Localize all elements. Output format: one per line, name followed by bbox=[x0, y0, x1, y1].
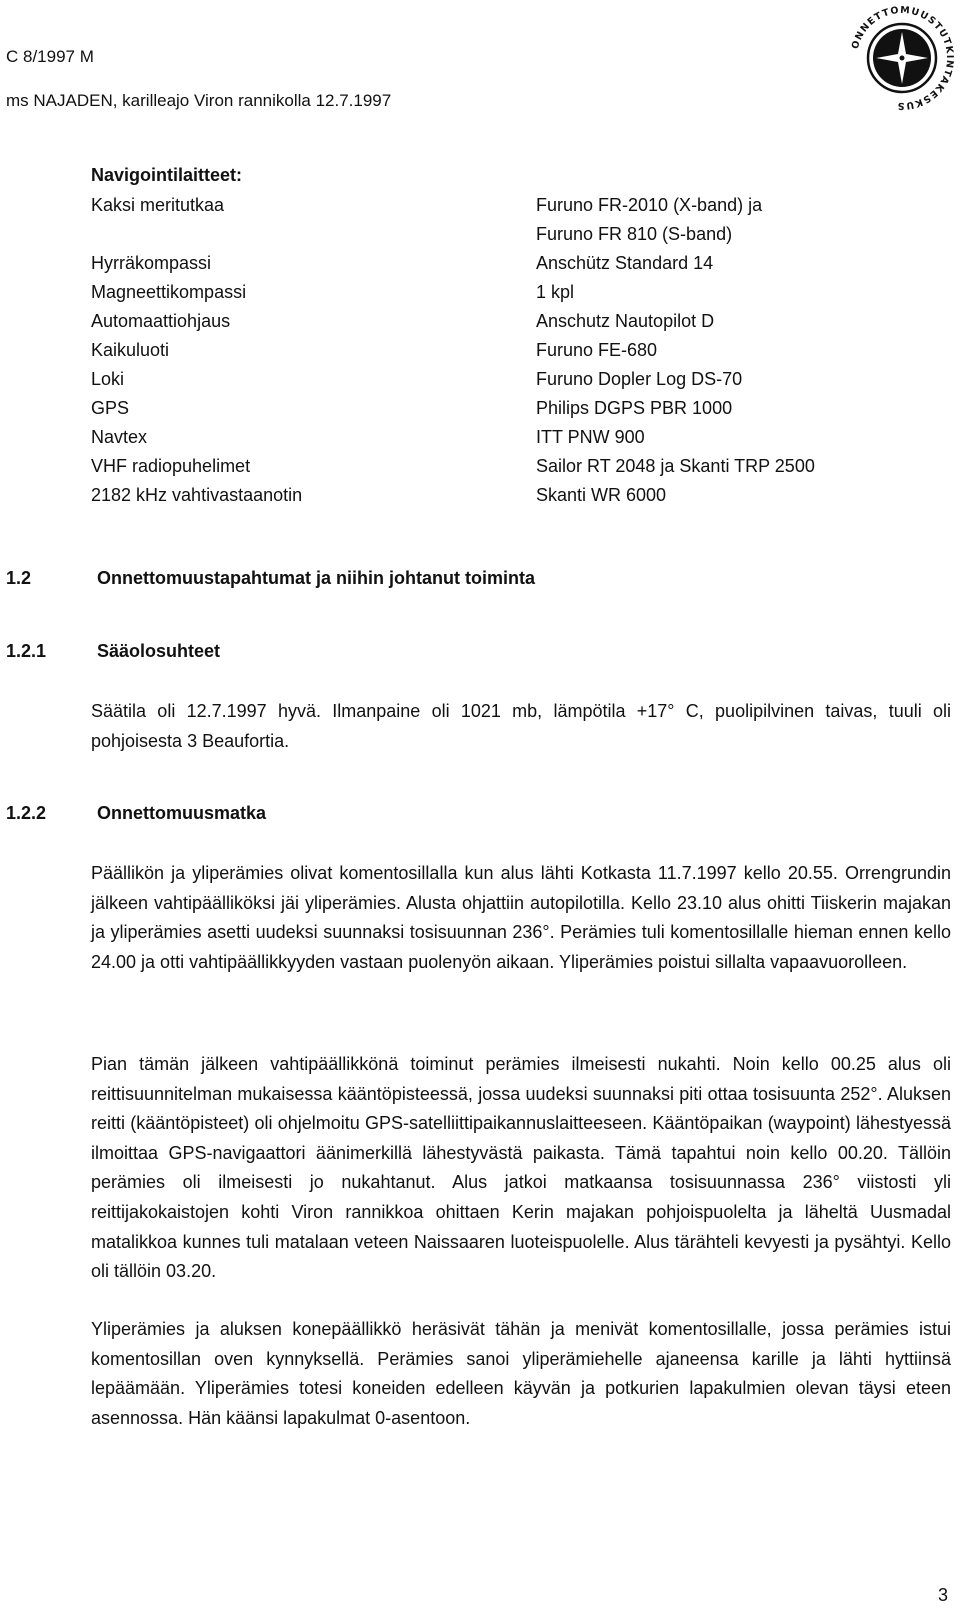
equipment-value: Anschütz Standard 14 bbox=[536, 253, 714, 273]
equipment-name: 2182 kHz vahtivastaanotin bbox=[91, 485, 303, 505]
equipment-name: GPS bbox=[91, 398, 130, 418]
equipment-name: Navtex bbox=[91, 427, 148, 447]
equipment-value: Skanti WR 6000 bbox=[536, 485, 667, 505]
document-subtitle: ms NAJADEN, karilleajo Viron rannikolla 12.7.1997 bbox=[6, 91, 392, 110]
equipment-value: Furuno FE-680 bbox=[536, 340, 658, 360]
agency-seal-logo bbox=[846, 2, 958, 114]
equipment-name: Automaattiohjaus bbox=[91, 311, 231, 331]
weather-paragraph: Säätila oli 12.7.1997 hyvä. Ilmanpaine oli 1021 mb, lämpötila +17° C, puolipilvinen taivas, tuuli oli pohjoisesta 3 Beaufortia. bbox=[91, 701, 951, 751]
document-code: C 8/1997 M bbox=[6, 47, 94, 66]
section-number: 1.2.1 bbox=[6, 641, 47, 661]
section-title: Onnettomuustapahtumat ja niihin johtanut toiminta bbox=[97, 568, 535, 588]
equipment-title: Navigointilaitteet: bbox=[91, 165, 243, 185]
section-title: Onnettomuusmatka bbox=[97, 803, 267, 823]
equipment-value: Furuno FR 810 (S-band) bbox=[536, 224, 733, 244]
section-title: Sääolosuhteet bbox=[97, 641, 221, 661]
equipment-value: Furuno Dopler Log DS-70 bbox=[536, 369, 743, 389]
section-number: 1.2.2 bbox=[6, 803, 47, 823]
equipment-name: Loki bbox=[91, 369, 125, 389]
equipment-value: Philips DGPS PBR 1000 bbox=[536, 398, 733, 418]
equipment-name: Kaksi meritutkaa bbox=[91, 195, 225, 215]
svg-text:ONNETTOMUUSTUTKINTAKESKUS: ONNETTOMUUSTUTKINTAKESKUS bbox=[849, 4, 956, 112]
voyage-paragraph-2: Pian tämän jälkeen vahtipäällikkönä toiminut perämies ilmeisesti nukahti. Noin kello 00.25 alus oli reittisuunnitelman mukaisessa kääntöpisteessä, jossa uudeksi suunnaksi piti ottaa tosisuunta 252°. Aluksen reitti (kääntöpisteet) oli ohjelmoitu GPS-satelliittipaikannuslaitteeseen. Kääntöpaikan (waypoint) lähestyessä ilmoittaa GPS-navigaattori äänimerkillä lähestyvästä paikasta. Tämä tapahtui noin kello 00.20. Tällöin perämies oli ilmeisesti jo nukahtanut. Alus jatkoi matkaansa tosisuunnassa 236° viistosti yli reittijakokaistojen kohti Viron rannikkoa ohittaen Kerin majakan pohjoispuolelta ja läheltä Uusmadal matalikkoa kunnes tuli matalaan veteen Naissaaren luoteispuolelle. Alus tärähteli kevyesti ja pysähtyi. Kello oli tällöin 03.20. bbox=[91, 1054, 951, 1282]
equipment-value: Anschutz Nautopilot D bbox=[536, 311, 715, 331]
section-number: 1.2 bbox=[6, 568, 32, 588]
page-number: 3 bbox=[938, 1585, 949, 1605]
equipment-name: Magneettikompassi bbox=[91, 282, 247, 302]
voyage-paragraph-3: Yliperämies ja aluksen konepäällikkö heräsivät tähän ja menivät komentosillalle, jossa perämies istui komentosillan oven kynnyksellä. Perämies sanoi yliperämiehelle ajaneensa karille ja lähti hyttiinsä lepäämään. Yliperämies totesi koneiden edelleen käyvän ja potkurien lapakulmien olevan täysi eteen asennossa. Hän käänsi lapakulmat 0-asentoon. bbox=[91, 1319, 951, 1428]
equipment-value: ITT PNW 900 bbox=[536, 427, 645, 447]
equipment-value: 1 kpl bbox=[536, 282, 575, 302]
equipment-name: VHF radiopuhelimet bbox=[91, 456, 251, 476]
equipment-name: Hyrräkompassi bbox=[91, 253, 212, 273]
equipment-name: Kaikuluoti bbox=[91, 340, 170, 360]
equipment-value: Sailor RT 2048 ja Skanti TRP 2500 bbox=[536, 456, 815, 476]
equipment-value: Furuno FR-2010 (X-band) ja bbox=[536, 195, 763, 215]
voyage-paragraph-1: Päällikön ja yliperämies olivat komentosillalla kun alus lähti Kotkasta 11.7.1997 kello 20.55. Orrengrundin jälkeen vahtipäälliköksi jäi yliperämies. Alusta ohjattiin autopilotilla. Kello 23.10 alus ohitti Tiiskerin majakan ja yliperämies asetti uudeksi suunnaksi tosisuunnan 236°. Perämies tuli komentosillalle hieman ennen kello 24.00 ja otti vahtipäällikkyyden vastaan puolenyön aikaan. Yliperämies poistui sillalta vapaavuorolleen. bbox=[91, 863, 951, 972]
